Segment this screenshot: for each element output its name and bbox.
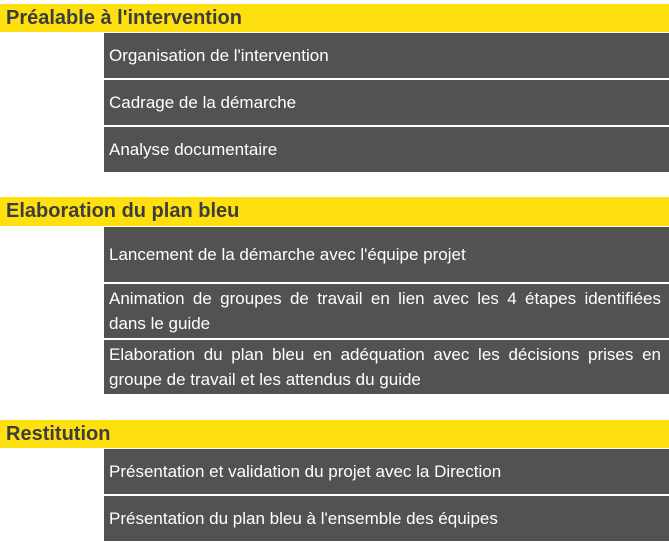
step-label: Elaboration du plan bleu en adéquation avec les décisions prises en groupe de travail et les attendus du guide [109,345,661,389]
step-label: Analyse documentaire [109,140,278,159]
section-header-restitution [0,420,669,448]
step-item [104,449,669,494]
step-item [104,33,669,78]
step-item [104,127,669,172]
step-item [104,284,669,338]
section-title: Restitution [6,422,111,445]
step-label: Animation de groupes de travail en lien avec les 4 étapes identifiées dans le guide [109,289,661,333]
section-title: Préalable à l'intervention [6,6,242,29]
section-header-prealable [0,4,669,32]
step-item [104,227,669,282]
step-label: Cadrage de la démarche [109,93,297,112]
step-item [104,80,669,125]
step-item [104,340,669,394]
section-title: Elaboration du plan bleu [6,200,240,222]
step-item [104,496,669,541]
step-label: Présentation du plan bleu à l'ensemble des équipes [109,509,498,528]
step-label: Organisation de l'intervention [109,46,329,65]
section-header-elaboration [0,197,669,226]
step-label: Lancement de la démarche avec l'équipe projet [109,245,466,264]
step-label: Présentation et validation du projet avec la Direction [109,462,502,481]
